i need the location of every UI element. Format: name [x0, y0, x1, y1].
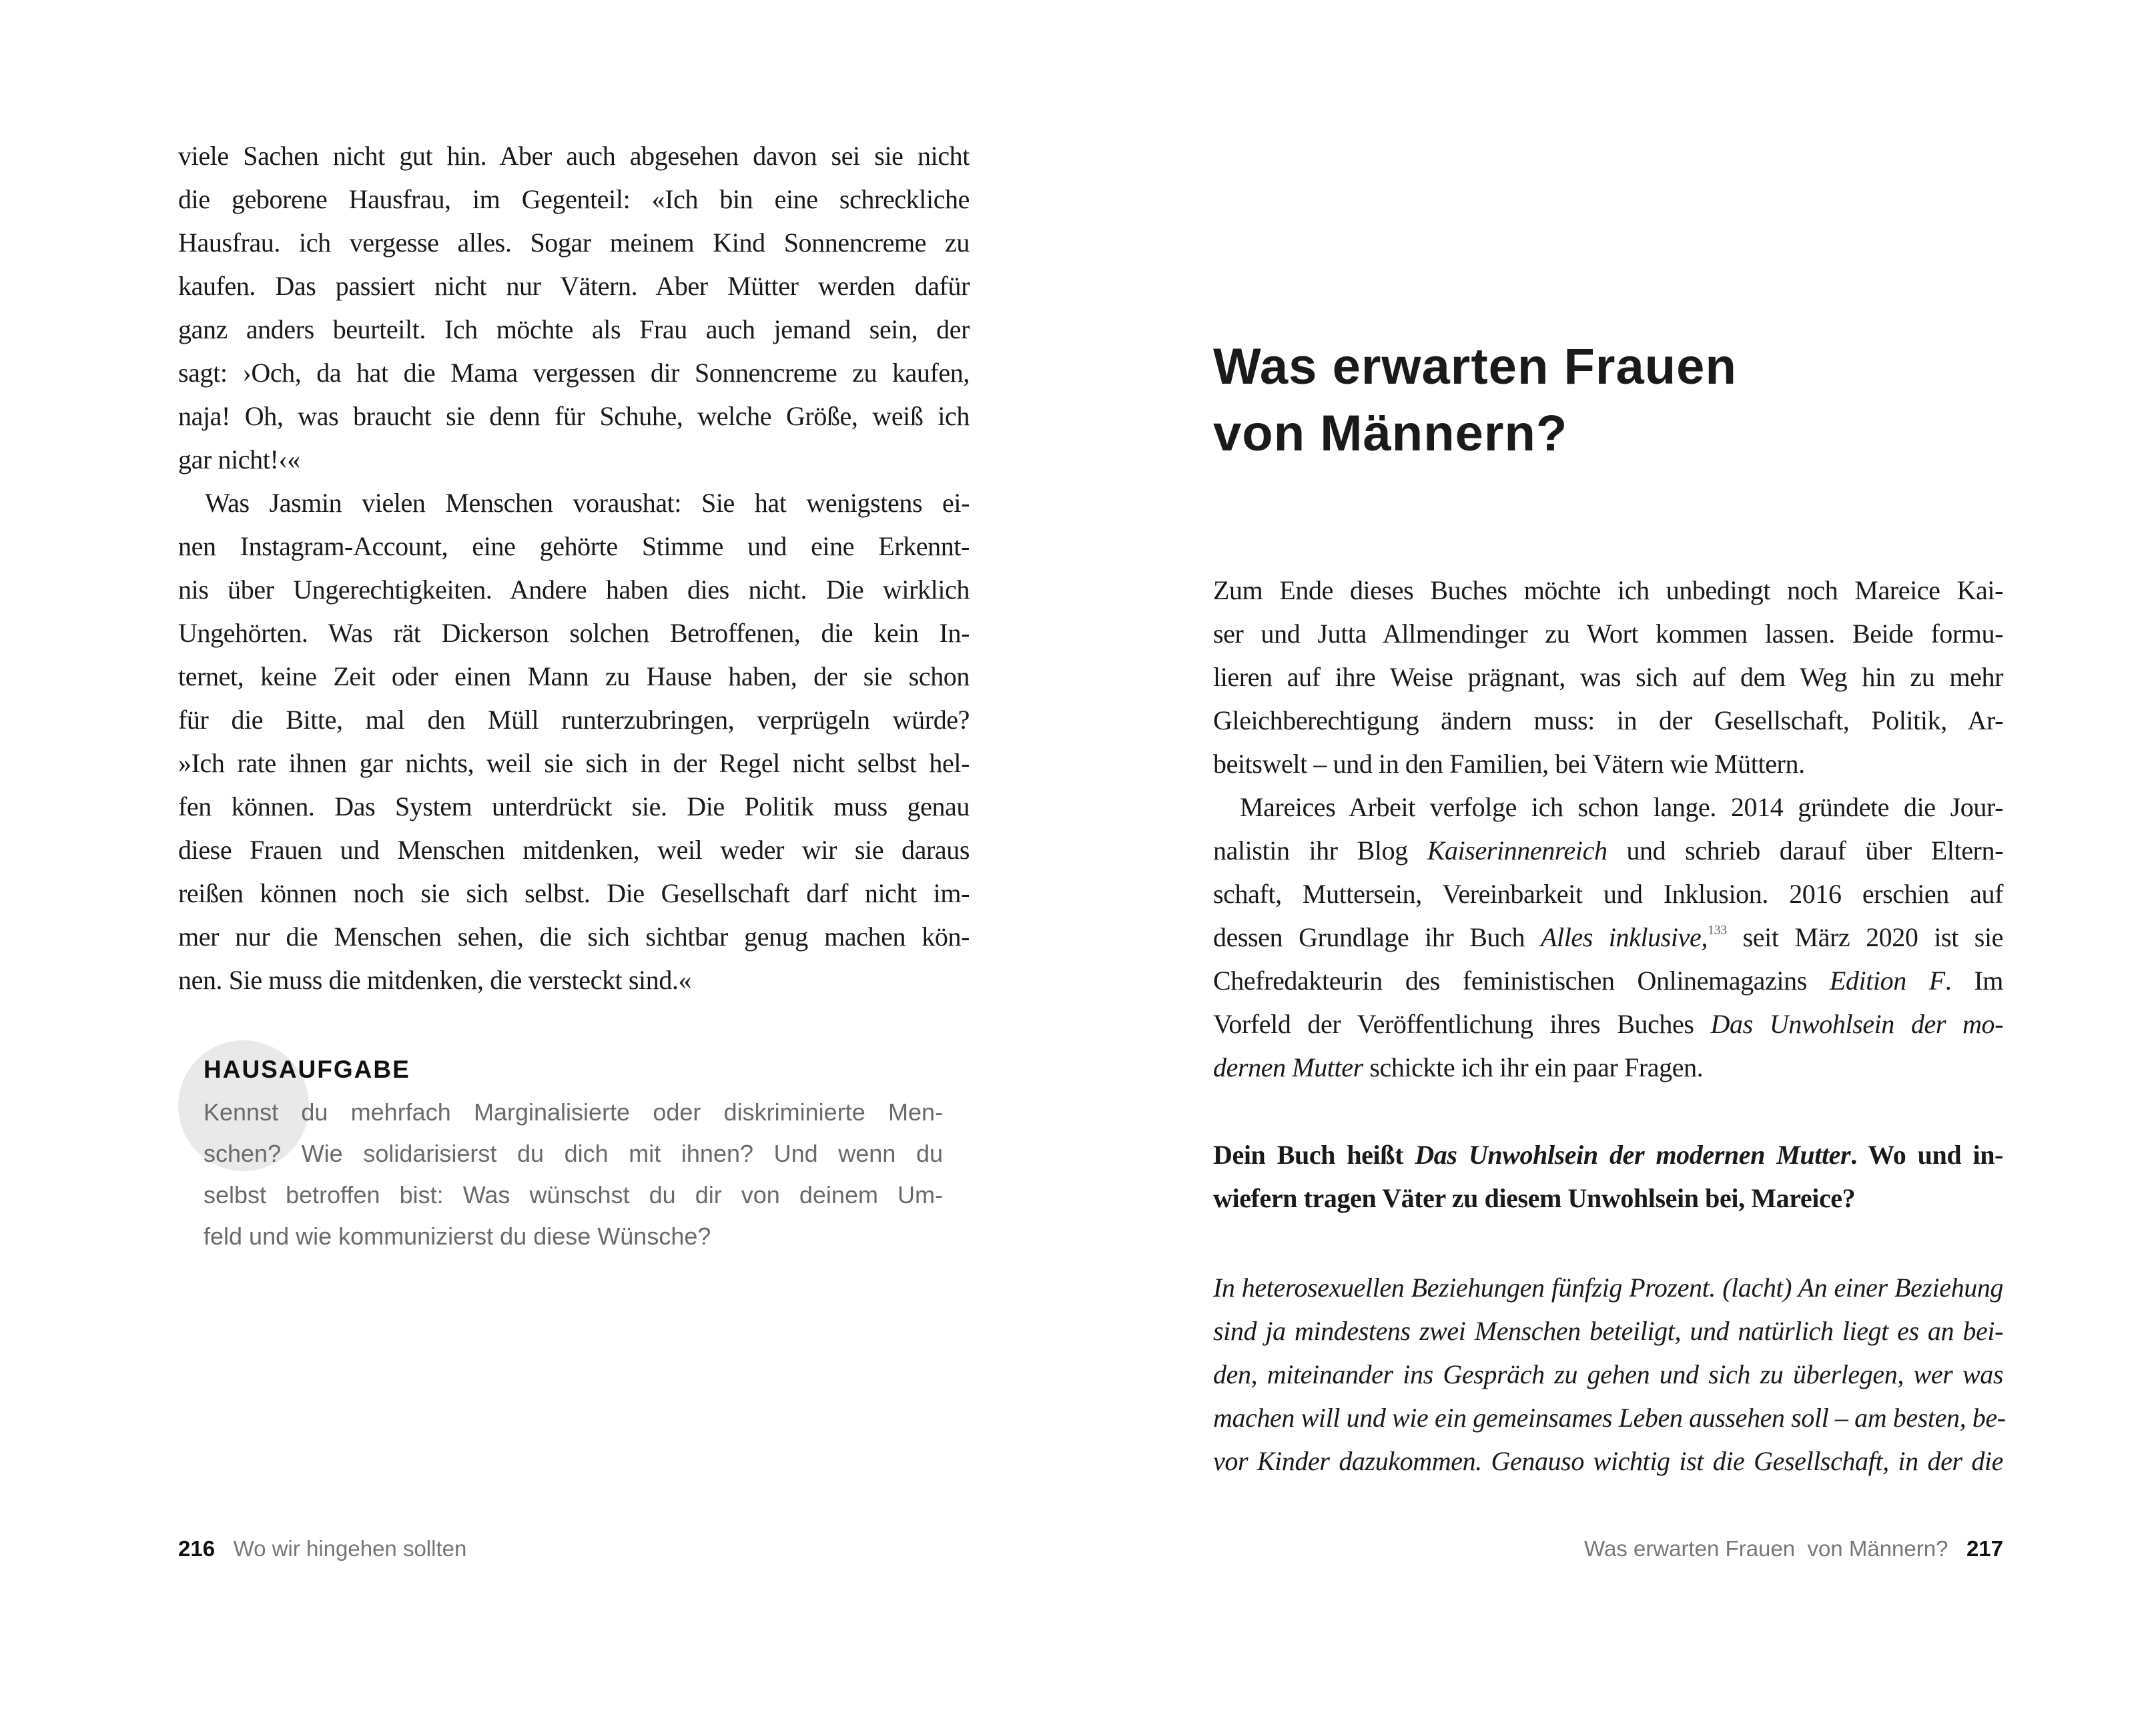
- text-line: selbst betroffen bist: Was wünschst du dir von deinem Um-: [204, 1181, 943, 1209]
- text-line: [1213, 1266, 2003, 1309]
- interview-question: [1213, 1133, 2003, 1220]
- homework-title: HAUSAUFGABE: [204, 1056, 410, 1083]
- page-number: 216: [178, 1536, 216, 1561]
- text-line: kaufen. Das passiert nicht nur Vätern. Aber Mütter werden dafür: [178, 271, 970, 301]
- text-line: nen Instagram-Account, eine gehörte Stimme und eine Erkennt-: [178, 531, 970, 561]
- text-line: diese Frauen und Menschen mitdenken, weil weder wir sie daraus: [178, 835, 970, 865]
- text-line: [1213, 829, 2003, 872]
- italic-text: Kaiserinnenreich: [1427, 835, 1607, 866]
- left-footer: [178, 1532, 466, 1566]
- italic-text: dernen Mutter: [1213, 1052, 1363, 1082]
- intro-paragraph: [1213, 569, 2003, 785]
- text-segment: den, miteinander ins Gespräch zu gehen und sich zu überlegen, wer was: [1213, 1359, 2003, 1389]
- text-line: [1213, 785, 2003, 829]
- text-segment: Vorfeld der Veröffentlichung ihres Buches: [1213, 1009, 1711, 1039]
- page-number: 217: [1966, 1536, 2003, 1561]
- text-line: [1213, 742, 2003, 785]
- italic-text: Alles inklusive,: [1540, 922, 1708, 952]
- text-segment: vor Kinder dazukommen. Genauso wichtig ist die Gesellschaft, in der die: [1213, 1446, 2003, 1476]
- text-segment: In heterosexuellen Beziehungen fünfzig Prozent. (lacht) An einer Beziehung: [1213, 1273, 2003, 1303]
- text-line: [1213, 612, 2003, 655]
- interview-answer: [1213, 1266, 2006, 1483]
- text-line: [1213, 872, 2003, 916]
- italic-text: Das Unwohlsein der modernen Mutter: [1415, 1140, 1851, 1170]
- text-segment: beitswelt – und in den Familien, bei Vätern wie Müttern.: [1213, 749, 1805, 779]
- chapter-heading: [1213, 334, 1737, 467]
- text-line: [1213, 1002, 2003, 1046]
- text-line: [1213, 959, 2003, 1002]
- text-line: nen. Sie muss die mitdenken, die versteckt sind.«: [178, 965, 692, 995]
- italic-text: Das Unwohlsein der mo-: [1710, 1009, 2004, 1039]
- text-segment: seit März 2020 ist sie: [1726, 922, 2004, 952]
- text-line: mer nur die Menschen sehen, die sich sichtbar genug machen kön-: [178, 922, 970, 952]
- text-line: [1213, 1439, 2003, 1483]
- text-segment: und schrieb darauf über Eltern-: [1607, 835, 2003, 866]
- text-line: »Ich rate ihnen gar nichts, weil sie sich in der Regel nicht selbst hel-: [178, 748, 970, 778]
- text-line: [1213, 655, 2003, 699]
- text-segment: dessen Grundlage ihr Buch: [1213, 922, 1541, 952]
- text-segment: machen will und wie ein gemeinsames Leben aussehen soll – am besten, be-: [1213, 1403, 2006, 1433]
- heading-line: von Männern?: [1213, 405, 1568, 462]
- text-line: [1213, 1396, 2006, 1439]
- text-line: Hausfrau. ich vergesse alles. Sogar meinem Kind Sonnencreme zu: [178, 228, 970, 258]
- mareice-paragraph: [1213, 785, 2003, 1089]
- text-line: viele Sachen nicht gut hin. Aber auch abgesehen davon sei sie nicht: [178, 141, 970, 171]
- text-line: Was Jasmin vielen Menschen voraushat: Sie hat wenigstens ei-: [205, 488, 970, 518]
- text-line: ganz anders beurteilt. Ich möchte als Frau auch jemand sein, der: [178, 314, 970, 344]
- text-segment: Mareices Arbeit verfolge ich schon lange. 2014 gründete die Jour-: [1240, 792, 2003, 822]
- text-line: für die Bitte, mal den Müll runterzubringen, verprügeln würde?: [178, 705, 970, 735]
- text-segment: Chefredakteurin des feministischen Onlinemagazins: [1213, 966, 1830, 996]
- homework-text: [204, 1092, 943, 1257]
- text-segment: Zum Ende dieses Buches möchte ich unbedingt noch Mareice Kai-: [1213, 575, 2003, 605]
- text-segment: lieren auf ihre Weise prägnant, was sich auf dem Weg hin zu mehr: [1213, 662, 2003, 692]
- italic-text: Edition F: [1829, 966, 1945, 996]
- heading-line: Was erwarten Frauen: [1213, 338, 1737, 395]
- text-segment: nalistin ihr Blog: [1213, 835, 1427, 866]
- right-footer: [1584, 1532, 2003, 1566]
- text-line: feld und wie kommunizierst du diese Wünsche?: [204, 1223, 711, 1250]
- text-line: [1213, 1176, 2003, 1220]
- text-line: ternet, keine Zeit oder einen Mann zu Hause haben, der sie schon: [178, 661, 970, 691]
- text-line: gar nicht!‹«: [178, 444, 300, 474]
- running-title: Wo wir hingehen sollten: [233, 1536, 467, 1561]
- text-line: [1213, 1353, 2003, 1396]
- text-line: [1213, 1046, 2003, 1089]
- text-segment: schaft, Muttersein, Vereinbarkeit und Inklusion. 2016 erschien auf: [1213, 879, 2003, 909]
- text-segment: Dein Buch heißt: [1213, 1140, 1415, 1170]
- text-segment: . Im: [1944, 966, 2003, 996]
- text-line: [1213, 1133, 2003, 1176]
- text-line: [1213, 699, 2003, 742]
- text-segment: Gleichberechtigung ändern muss: in der Gesellschaft, Politik, Ar-: [1213, 705, 2003, 735]
- text-segment: sind ja mindestens zwei Menschen beteiligt, und natürlich liegt es an bei-: [1213, 1316, 2003, 1346]
- text-line: schen? Wie solidarisierst du dich mit ihnen? Und wenn du: [204, 1140, 943, 1167]
- text-segment: wiefern tragen Väter zu diesem Unwohlsein bei, Mareice?: [1213, 1183, 1856, 1213]
- text-segment: schickte ich ihr ein paar Fragen.: [1363, 1052, 1704, 1082]
- text-line: [1213, 916, 2003, 959]
- text-line: nis über Ungerechtigkeiten. Andere haben dies nicht. Die wirklich: [178, 575, 970, 605]
- running-title: Was erwarten Frauen von Männern?: [1584, 1536, 1948, 1561]
- text-line: Ungehörten. Was rät Dickerson solchen Betroffenen, die kein In-: [178, 618, 970, 648]
- text-segment: . Wo und in-: [1850, 1140, 2003, 1170]
- text-line: naja! Oh, was braucht sie denn für Schuhe, welche Größe, weiß ich: [178, 401, 970, 431]
- footnote-marker: 133: [1707, 923, 1727, 938]
- text-line: [1213, 1309, 2003, 1353]
- text-segment: ser und Jutta Allmendinger zu Wort kommen lassen. Beide formu-: [1213, 619, 2003, 649]
- text-line: die geborene Hausfrau, im Gegenteil: «Ich bin eine schreckliche: [178, 184, 970, 214]
- text-line: fen können. Das System unterdrückt sie. Die Politik muss genau: [178, 791, 970, 821]
- text-line: [1213, 569, 2003, 612]
- text-line: reißen können noch sie sich selbst. Die Gesellschaft darf nicht im-: [178, 878, 970, 908]
- text-line: sagt: ›Och, da hat die Mama vergessen dir Sonnencreme zu kaufen,: [178, 358, 970, 388]
- text-line: Kennst du mehrfach Marginalisierte oder diskriminierte Men-: [204, 1098, 943, 1126]
- left-body-text: [178, 134, 970, 1002]
